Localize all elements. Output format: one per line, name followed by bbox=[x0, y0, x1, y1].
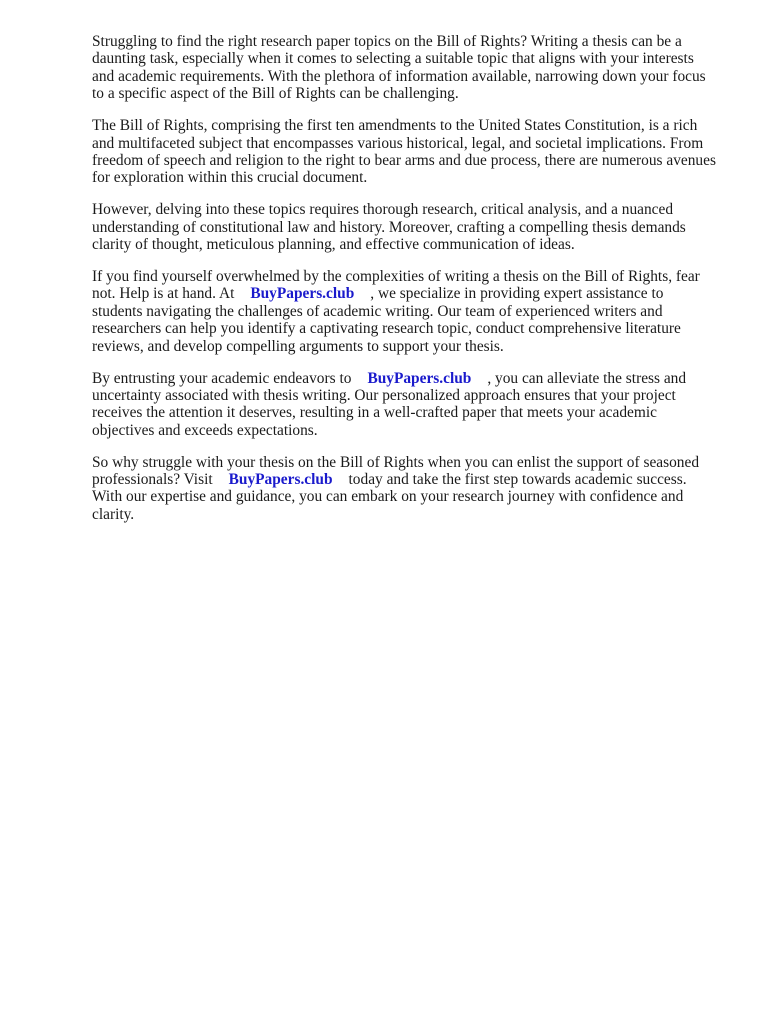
paragraph-research-requirements: However, delving into these topics requires thorough research, critical analysis, and a nuanced understanding of constitutional law and history. Moreover, crafting a compelling thesis demands clarity of thought, meticulous planning, and effective communication of ideas. bbox=[92, 201, 686, 254]
document-body bbox=[92, 33, 717, 538]
buypapers-link[interactable]: BuyPapers.club bbox=[367, 369, 472, 387]
paragraph-help-offer bbox=[92, 268, 717, 355]
paragraph-text-after-link: today and take the first step towards academic success. With our expertise and guidance, you can embark on your research journey with confidence and clarity. bbox=[92, 471, 687, 523]
paragraph-text-before-link: If you find yourself overwhelmed by the complexities of writing a thesis on the Bill of Rights, fear not. Help is at hand. At bbox=[92, 267, 700, 303]
paragraph-text-before-link: So why struggle with your thesis on the Bill of Rights when you can enlist the support of seasoned professionals? Visit bbox=[92, 453, 700, 489]
buypapers-link[interactable]: BuyPapers.club bbox=[228, 471, 333, 489]
buypapers-link[interactable]: BuyPapers.club bbox=[250, 285, 355, 303]
paragraph-intro: Struggling to find the right research paper topics on the Bill of Rights? Writing a thesis can be a daunting task, especially when it comes to selecting a suitable topic that aligns with your interests and academic requirements. With the plethora of information available, narrowing down your focus to a specific aspect of the Bill of Rights can be challenging. bbox=[92, 33, 706, 103]
paragraph-text-after-link: , we specialize in providing expert assistance to students navigating the challenges of academic writing. Our team of experienced writers and researchers can help you identify a captivating research topic, conduct comprehensive literature reviews, and develop compelling arguments to support your thesis. bbox=[92, 285, 681, 355]
paragraph-text-after-link: , you can alleviate the stress and uncertainty associated with thesis writing. Our personalized approach ensures that your project receives the attention it deserves, resulting in a well-crafted paper that meets your academic objectives and exceeds expectations. bbox=[92, 369, 687, 439]
paragraph-text-before-link: By entrusting your academic endeavors to bbox=[92, 369, 352, 387]
paragraph-entrusting bbox=[92, 370, 717, 440]
paragraph-bill-of-rights: The Bill of Rights, comprising the first ten amendments to the United States Constitution, is a rich and multifaceted subject that encompasses various historical, legal, and societal implications. From freedom of speech and religion to the right to bear arms and due process, there are numerous avenues for exploration within this crucial document. bbox=[92, 117, 716, 187]
paragraph-call-to-action bbox=[92, 454, 717, 524]
